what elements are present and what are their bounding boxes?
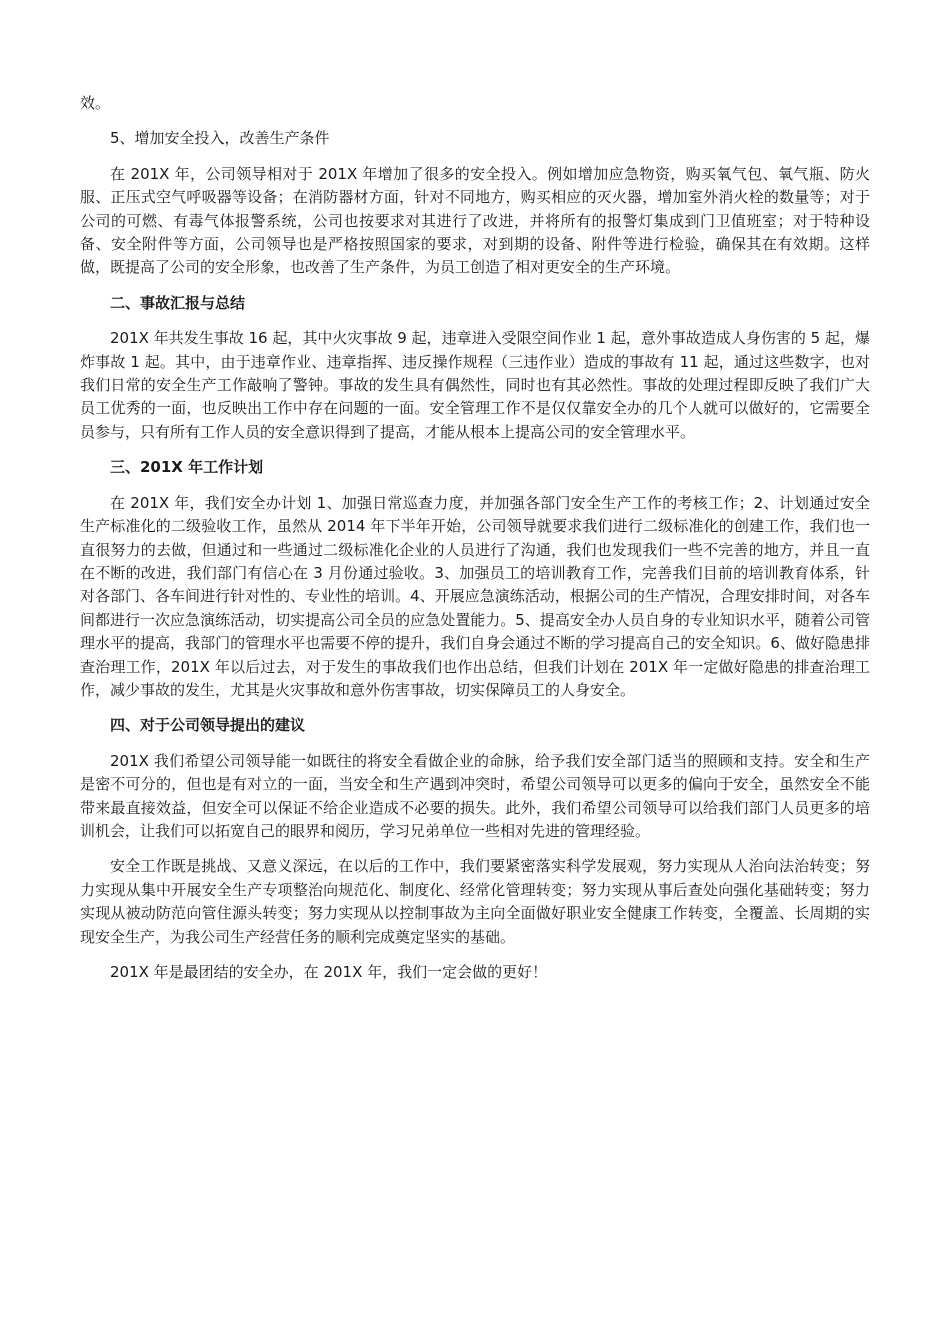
paragraph-safety-work: 安全工作既是挑战、又意义深远，在以后的工作中，我们要紧密落实科学发展观，努力实现从人治向法治转变；努力实现从集中开展安全生产专项整治向规范化、制度化、经常化管理转变；努力实现从事后查处向强化基础转变；努力实现从被动防范向管住源头转变；努力实现从以控制事故为主向全面做好职业安全健康工作转变，全覆盖、长周期的实现安全生产，为我公司生产经营任务的顺利完成奠定坚实的基础。 [80, 857, 870, 946]
section-heading-work-plan: 三、201X 年工作计划 [110, 458, 264, 477]
paragraph-work-plan: 在 201X 年，我们安全办计划 1、加强日常巡查力度，并加强各部门安全生产工作的考核工作；2、计划通过安全生产标准化的二级验收工作，虽然从 2014 年下半年开始，公司领导就要求我们进行二级标准化的创建工作，我们也一直很努力的去做，但通过和一些通过二级标准化企业的人员进行了沟通，我们也发现我们一些不完善的地方，并且一直在不断的改进，我们部门有信心在 3 月份通过验收。3、加强员工的培训教育工作，完善我们目前的培训教育体系，针对各部门、各车间进行针对性的、专业性的培训。4、开展应急演练活动，根据公司的生产情况，合理安排时间，对各车间都进行一次应急演练活动，切实提高公司全员的应急处置能力。5、提高安全办人员自身的专业知识水平，随着公司管理水平的提高，我部门的管理水平也需要不停的提升，我们自身会通过不断的学习提高自己的安全知识。6、做好隐患排查治理工作，201X 年以后过去，对于发生的事故我们也作出总结，但我们计划在 201X 年一定做好隐患的排查治理工作，减少事故的发生，尤其是火灾事故和意外伤害事故，切实保障员工的人身安全。 [80, 493, 870, 699]
document-page [80, 92, 870, 996]
paragraph-investment: 在 201X 年，公司领导相对于 201X 年增加了很多的安全投入。例如增加应急物资，购买氧气包、氧气瓶、防火服、正压式空气呼吸器等设备；在消防器材方面，针对不同地方，购买相应的灭火器，增加室外消火栓的数量等；对于公司的可燃、有毒气体报警系统，公司也按要求对其进行了改进，并将所有的报警灯集成到门卫值班室；对于特种设备、安全附件等方面，公司领导也是严格按照国家的要求，对到期的设备、附件等进行检验，确保其在有效期。这样做，既提高了公司的安全形象，也改善了生产条件，为员工创造了相对更安全的生产环境。 [80, 164, 870, 277]
section-heading-investment: 5、增加安全投入，改善生产条件 [110, 129, 330, 148]
paragraph-accidents: 201X 年共发生事故 16 起，其中火灾事故 9 起，违章进入受限空间作业 1 起，意外事故造成人身伤害的 5 起，爆炸事故 1 起。其中，由于违章作业、违章指挥、违反操作规程（三违作业）造成的事故有 11 起，通过这些数字，也对我们日常的安全生产工作敲响了警钟。事故的发生具有偶然性，同时也有其必然性。事故的处理过程即反映了我们广大员工优秀的一面，也反映出工作中存在问题的一面。安全管理工作不是仅仅靠安全办的几个人就可以做好的，它需要全员参与，只有所有工作人员的安全意识得到了提高，才能从根本上提高公司的安全管理水平。 [80, 329, 870, 441]
section-heading-suggestions: 四、对于公司领导提出的建议 [110, 716, 306, 735]
continuation-text: 效。 [80, 94, 111, 112]
paragraph-closing: 201X 年是最团结的安全办，在 201X 年，我们一定会做的更好！ [110, 963, 548, 981]
section-heading-accidents: 二、事故汇报与总结 [110, 293, 246, 312]
paragraph-suggestions: 201X 我们希望公司领导能一如既往的将安全看做企业的命脉，给予我们安全部门适当的照顾和支持。安全和生产是密不可分的，但也是有对立的一面，当安全和生产遇到冲突时，希望公司领导可以更多的偏向于安全，虽然安全不能带来最直接效益，但安全可以保证不给企业造成不必要的损失。此外，我们希望公司领导可以给我们部门人员更多的培训机会，让我们可以拓宽自己的眼界和阅历，学习兄弟单位一些相对先进的管理经验。 [80, 751, 870, 840]
